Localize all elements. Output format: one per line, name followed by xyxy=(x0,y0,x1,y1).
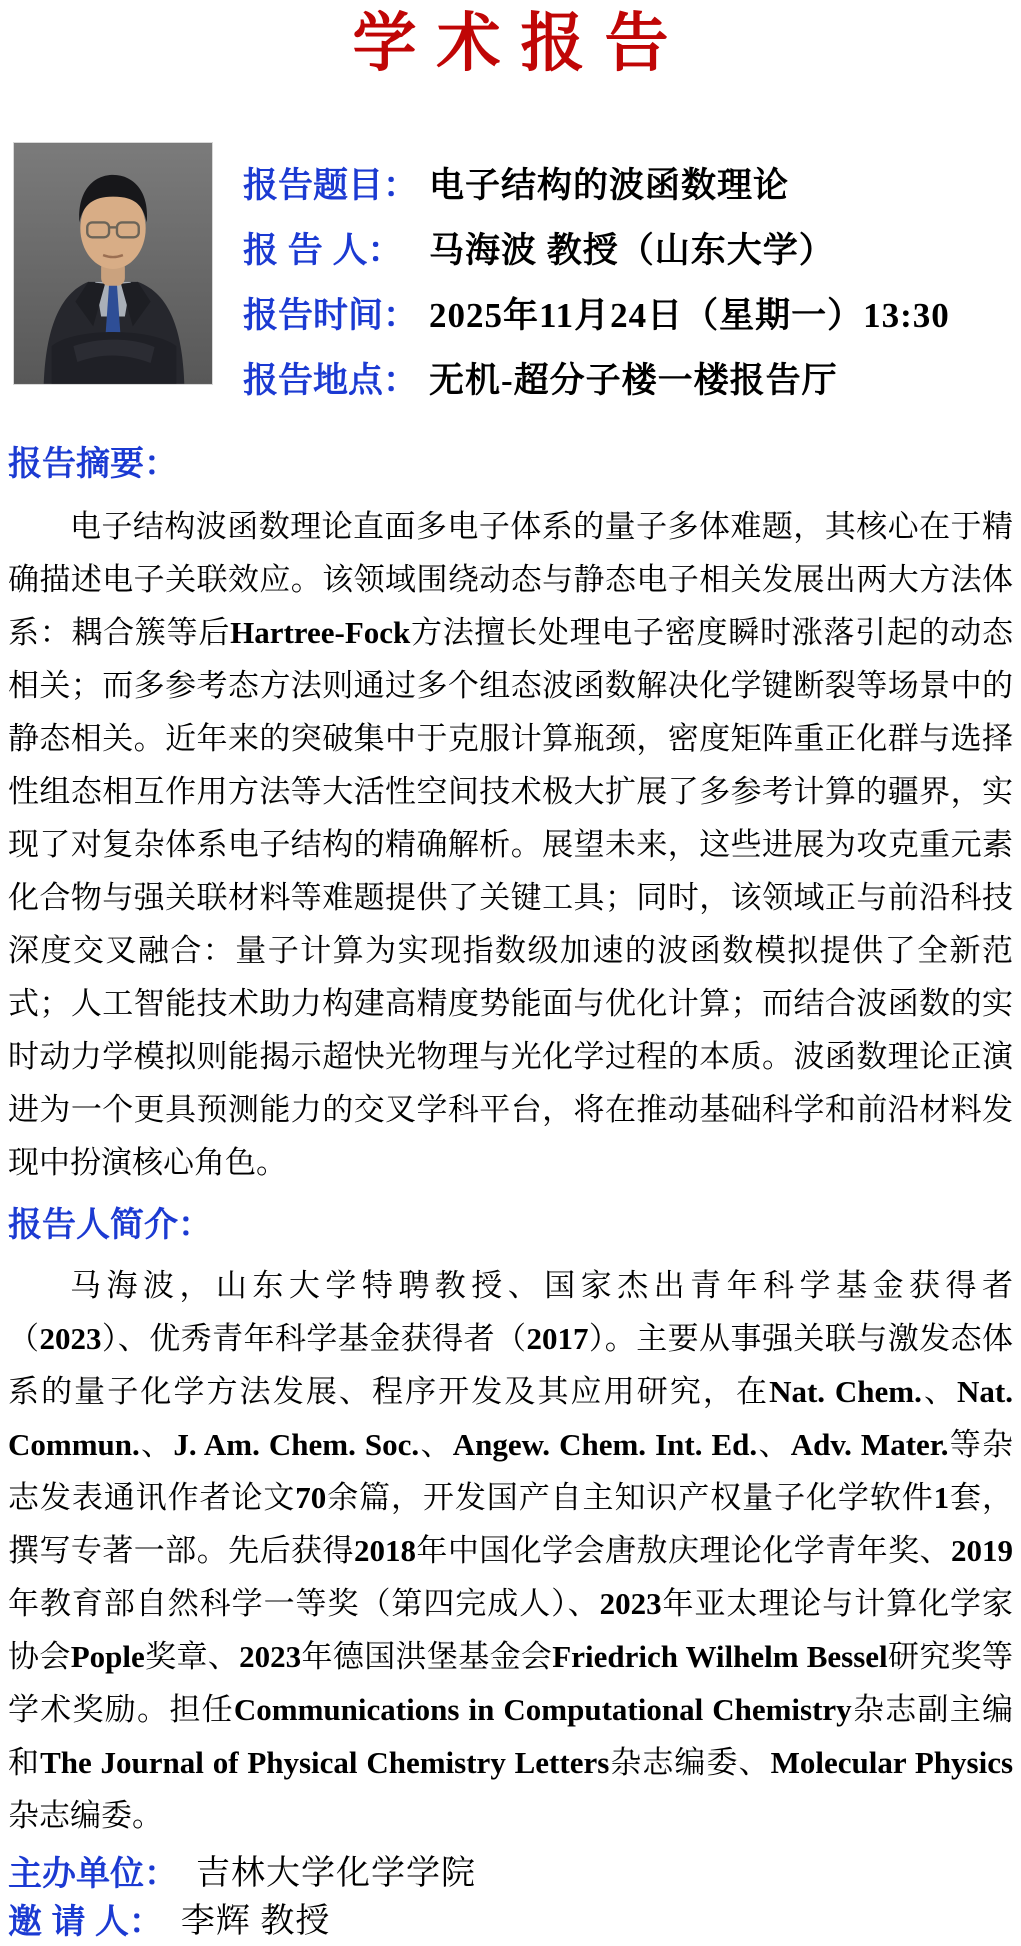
speaker-photo xyxy=(13,142,213,385)
organizer-value: 吉林大学化学学院 xyxy=(196,1855,476,1892)
organizer-row xyxy=(8,1850,1013,1898)
info-row-topic xyxy=(243,150,950,215)
inviter-label: 邀 请 人： xyxy=(8,1903,163,1941)
bio-heading: 报告人简介： xyxy=(8,1206,212,1244)
time-label: 报告时间： xyxy=(243,295,419,335)
info-row-time xyxy=(243,280,950,345)
announcement-page xyxy=(0,2,1021,1941)
header-section xyxy=(13,142,1021,410)
speaker-label: 报 告 人： xyxy=(243,230,403,270)
topic-value: 电子结构的波函数理论 xyxy=(429,165,790,205)
inviter-value: 李辉 教授 xyxy=(180,1903,331,1940)
inviter-row xyxy=(8,1898,1013,1946)
lecture-info xyxy=(243,142,950,410)
speaker-portrait-illustration xyxy=(14,143,212,384)
topic-label: 报告题目： xyxy=(243,165,419,205)
info-row-location xyxy=(243,345,950,410)
page-title: 学术报告 xyxy=(352,6,689,81)
speaker-value: 马海波 教授（山东大学） xyxy=(429,230,835,270)
info-row-speaker xyxy=(243,215,950,280)
location-label: 报告地点： xyxy=(243,360,419,400)
bio-paragraph: 马海波，山东大学特聘教授、国家杰出青年科学基金获得者（2023）、优秀青年科学基金获得者（2017）。主要从事强关联与激发态体系的量子化学方法发展、程序开发及其应用研究，在Nat. Chem.、Nat. Commun.、J. Am. Chem. Soc.、Angew. Chem. Int. Ed.、Adv. Mater.等杂志发表通讯作者论文70余篇，开发国产自主知识产权量子化学软件1套，撰写专著一部。先后获得2018年中国化学会唐敖庆理论化学青年奖、2019年教育部自然科学一等奖（第四完成人）、2023年亚太理论与计算化学家协会Pople奖章、2023年德国洪堡基金会Friedrich Wilhelm Bessel研究奖等学术奖励。担任Communications in Computational Chemistry杂志副主编和The Journal of Physical Chemistry Letters杂志编委、Molecular Physics杂志编委。 xyxy=(8,1268,1014,1833)
abstract-heading: 报告摘要： xyxy=(8,445,178,483)
abstract-paragraph: 电子结构波函数理论直面多电子体系的量子多体难题，其核心在于精确描述电子关联效应。该领域围绕动态与静态电子相关发展出两大方法体系：耦合簇等后Hartree-Fock方法擅长处理电子密度瞬时涨落引起的动态相关；而多参考态方法则通过多个组态波函数解决化学键断裂等场景中的静态相关。近年来的突破集中于克服计算瓶颈，密度矩阵重正化群与选择性组态相互作用方法等大活性空间技术极大扩展了多参考计算的疆界，实现了对复杂体系电子结构的精确解析。展望未来，这些进展为攻克重元素化合物与强关联材料等难题提供了关键工具；同时，该领域正与前沿科技深度交叉融合：量子计算为实现指数级加速的波函数模拟提供了全新范式；人工智能技术助力构建高精度势能面与优化计算；而结合波函数的实时动力学模拟则能揭示超快光物理与光化学过程的本质。波函数理论正演进为一个更具预测能力的交叉学科平台，将在推动基础科学和前沿材料发现中扮演核心角色。 xyxy=(8,509,1014,1180)
location-value: 无机-超分子楼一楼报告厅 xyxy=(429,360,838,400)
organizer-label: 主办单位： xyxy=(8,1855,178,1893)
time-value: 2025年11月24日（星期一）13:30 xyxy=(429,295,950,335)
